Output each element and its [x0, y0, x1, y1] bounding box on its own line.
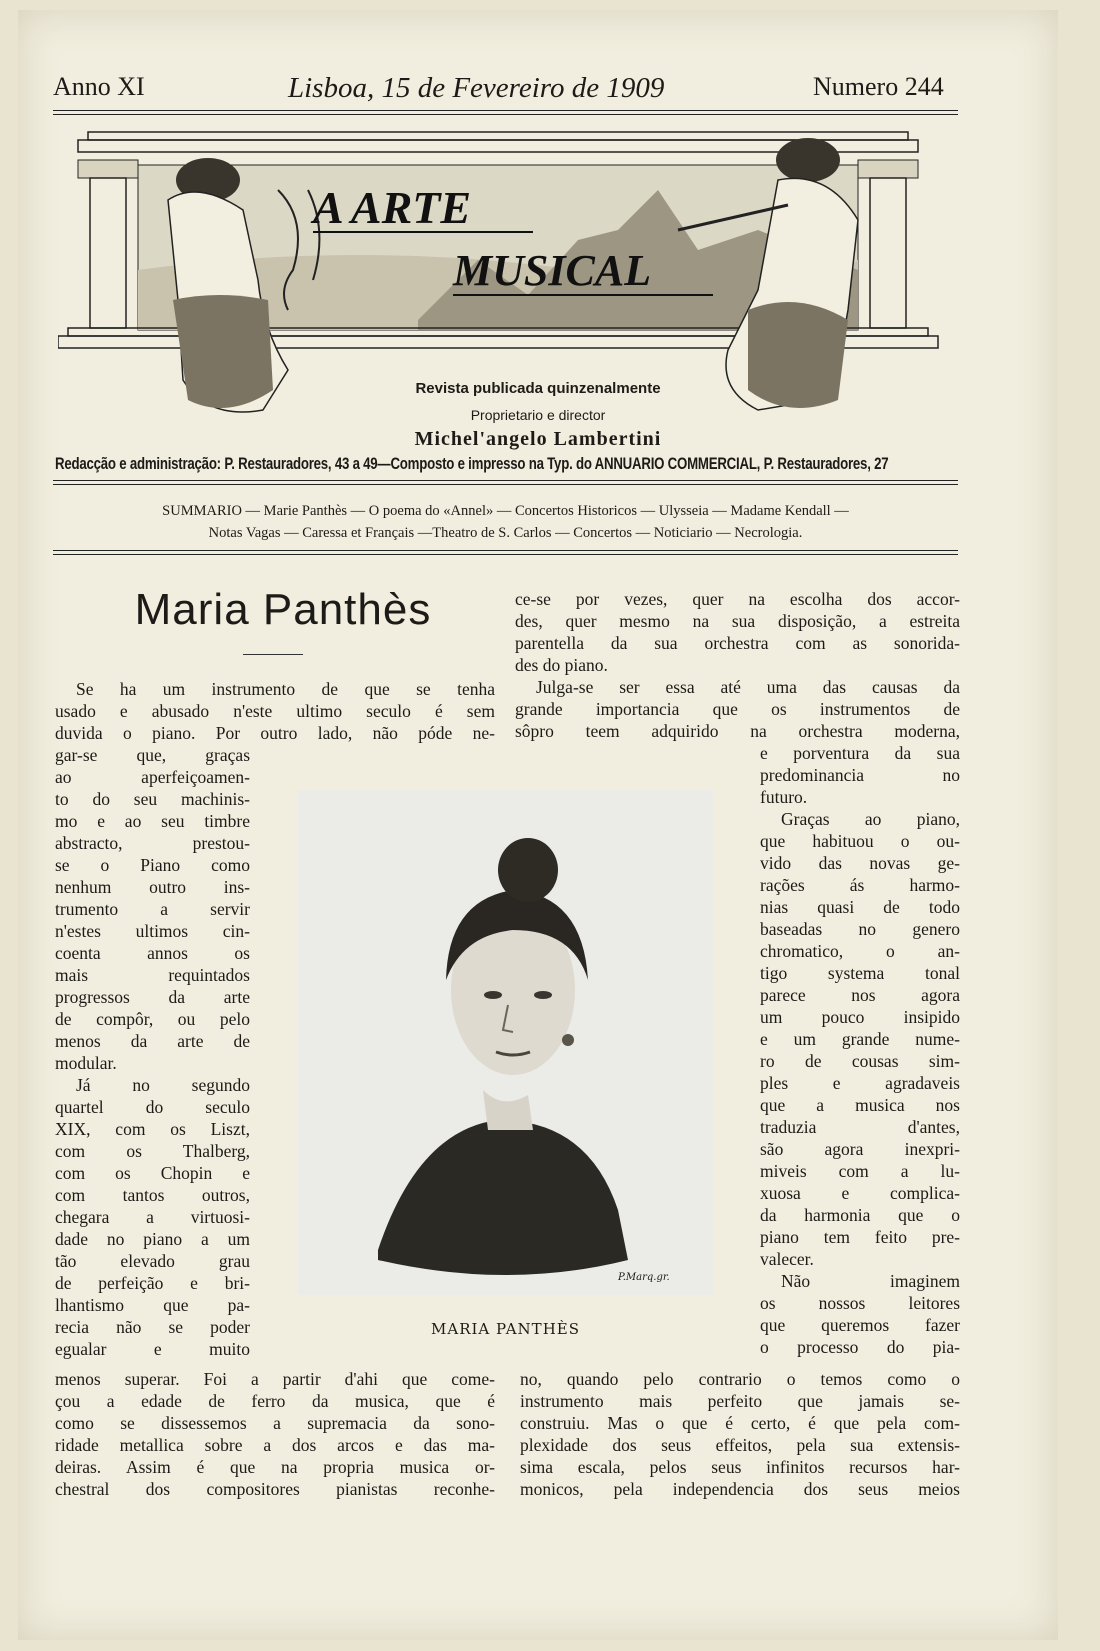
text-line: vido das novas ge-: [760, 853, 960, 873]
text-line: no, quando pelo contrario o temos como o: [520, 1369, 960, 1389]
text-line: traduzia d'antes,: [760, 1117, 960, 1137]
text-line: plexidade dos seus effeitos, pela sua extensis-: [520, 1435, 960, 1455]
text-line: menos da arte de: [55, 1031, 250, 1051]
text-line: predominancia no: [760, 765, 960, 785]
text-line: Graças ao piano,: [781, 809, 960, 829]
text-line: trumento a servir: [55, 899, 250, 919]
text-line: quartel do seculo: [55, 1097, 250, 1117]
text-line: de compôr, ou pelo: [55, 1009, 250, 1029]
text-line: ridade metallica sobre a dos arcos e das ma-: [55, 1435, 495, 1455]
left-column-top: [55, 678, 495, 744]
photo-signature: P.Marq.gr.: [618, 1272, 670, 1283]
text-line: se o Piano como: [55, 855, 250, 875]
text-line: rações ás harmo-: [760, 875, 960, 895]
text-line: os nossos leitores: [760, 1293, 960, 1313]
summary-line-2: Notas Vagas — Caressa et Français —Theatro de S. Carlos — Concertos — Noticiario — Necrologia.: [208, 525, 803, 541]
portrait-image: [298, 790, 713, 1295]
header-rule-2: [53, 114, 958, 115]
magazine-page: [18, 10, 1058, 1640]
text-line: piano tem feito pre-: [760, 1227, 960, 1247]
text-line: to do seu machinis-: [55, 789, 250, 809]
text-line: mo e ao seu timbre: [55, 811, 250, 831]
summary-line-1: SUMMARIO — Marie Panthès — O poema do «Annel» — Concertos Historicos — Ulysseia — Madame Kendall —: [162, 503, 849, 519]
text-line: ce-se por vezes, quer na escolha dos accor-: [515, 589, 960, 609]
text-line: que a musica nos: [760, 1095, 960, 1115]
text-line: parece nos agora: [760, 985, 960, 1005]
text-line: n'estes ultimos cin-: [55, 921, 250, 941]
director-name: Michel'angelo Lambertini: [414, 428, 662, 450]
text-line: ro de cousas sim-: [760, 1051, 960, 1071]
svg-text:A ARTE: A ARTE: [313, 182, 472, 233]
text-line: instrumento mais perfeito que jamais se-: [520, 1391, 960, 1411]
text-line: egualar e muito: [55, 1339, 250, 1359]
text-line: sôpro teem adquirido na orchestra moderna,: [515, 721, 960, 741]
text-line: Não imaginem: [781, 1271, 960, 1291]
text-line: que queremos fazer: [760, 1315, 960, 1335]
text-line: da harmonia que o: [760, 1205, 960, 1225]
issue-number: Numero 244: [813, 72, 944, 101]
text-line: miveis com a lu-: [760, 1161, 960, 1181]
text-line: de perfeição e bri-: [55, 1273, 250, 1293]
text-line: são agora inexpri-: [760, 1139, 960, 1159]
text-line: um pouco insipido: [760, 1007, 960, 1027]
text-line: xuosa e complica-: [760, 1183, 960, 1203]
text-line: mais requintados: [55, 965, 250, 985]
text-line: com os Chopin e: [55, 1163, 250, 1183]
text-line: deiras. Assim é que na propria musica or-: [55, 1457, 495, 1477]
right-column-narrow: [760, 742, 960, 1358]
text-line: com os Thalberg,: [55, 1141, 250, 1161]
summary-rule-top: [53, 480, 958, 481]
masthead-illustration: [58, 120, 958, 450]
right-column-bottom: [520, 1368, 960, 1500]
text-line: o processo do pia-: [760, 1337, 960, 1357]
text-line: usado e abusado n'este ultimo seculo é sem: [55, 701, 495, 721]
text-line: ples e agradaveis: [760, 1073, 960, 1093]
text-line: dade no piano a um: [55, 1229, 250, 1249]
text-line: des, quer mesmo na sua disposição, a estreita: [515, 611, 960, 631]
text-line: que habituou o ou-: [760, 831, 960, 851]
text-line: çou a edade de ferro da musica, que é: [55, 1391, 495, 1411]
text-line: construiu. Mas o que é certo, é que pela com-: [520, 1413, 960, 1433]
header-rule: [53, 110, 958, 111]
text-line: chestral dos compositores pianistas reconhe-: [55, 1479, 495, 1499]
text-line: com tantos outros,: [55, 1185, 250, 1205]
subtitle: Revista publicada quinzenalmente: [415, 380, 661, 397]
article-title: Maria Panthès: [134, 585, 432, 634]
text-line: e porventura da sua: [760, 743, 960, 763]
text-line: tigo systema tonal: [760, 963, 960, 983]
text-line: valecer.: [760, 1249, 814, 1269]
text-line: e um grande nume-: [760, 1029, 960, 1049]
photo-caption: MARIA PANTHÈS: [431, 1320, 580, 1338]
text-line: ao aperfeiçoamen-: [55, 767, 250, 787]
text-line: Se ha um instrumento de que se tenha: [76, 679, 495, 699]
summary-rule-bottom-2: [53, 554, 958, 555]
text-line: Julga-se ser essa até uma das causas da: [536, 677, 960, 697]
text-line: des do piano.: [515, 655, 608, 675]
text-line: XIX, com os Liszt,: [55, 1119, 250, 1139]
text-line: abstracto, prestou-: [55, 833, 250, 853]
text-line: nias quasi de todo: [760, 897, 960, 917]
text-line: menos superar. Foi a partir d'ahi que come-: [55, 1369, 495, 1389]
issue-year: Anno XI: [53, 72, 145, 101]
text-line: sima escala, pelos seus infinitos recursos har-: [520, 1457, 960, 1477]
summary-rule-bottom: [53, 550, 958, 551]
left-column-narrow: [55, 744, 250, 1360]
text-line: Já no segundo: [76, 1075, 250, 1095]
svg-text:MUSICAL: MUSICAL: [453, 246, 652, 295]
right-column-top: [515, 588, 960, 742]
text-line: modular.: [55, 1053, 117, 1073]
text-line: lhantismo que pa-: [55, 1295, 250, 1315]
text-line: recia não se poder: [55, 1317, 250, 1337]
text-line: chegara a virtuosi-: [55, 1207, 250, 1227]
summary-rule-top-2: [53, 484, 958, 485]
text-line: futuro.: [760, 787, 808, 807]
text-line: progressos da arte: [55, 987, 250, 1007]
text-line: grande importancia que os instrumentos de: [515, 699, 960, 719]
text-line: coenta annos os: [55, 943, 250, 963]
title-rule: [243, 654, 303, 655]
text-line: gar-se que, graças: [55, 745, 250, 765]
text-line: como se dissessemos a supremacia da sono-: [55, 1413, 495, 1433]
role-line: Proprietario e director: [470, 407, 606, 423]
summary: [53, 500, 958, 544]
left-column-bottom: [55, 1368, 495, 1500]
text-line: baseadas no genero: [760, 919, 960, 939]
dateline: Lisboa, 15 de Fevereiro de 1909: [288, 72, 665, 104]
text-line: nenhum outro ins-: [55, 877, 250, 897]
text-line: monicos, pela independencia dos seus meios: [520, 1479, 960, 1499]
portrait-photo: [298, 790, 713, 1295]
text-line: duvida o piano. Por outro lado, não póde ne-: [55, 723, 495, 743]
text-line: chromatico, o an-: [760, 941, 960, 961]
text-line: tão elevado grau: [55, 1251, 250, 1271]
text-line: parentella da sua orchestra com as sonorida-: [515, 633, 960, 653]
address-line: Redacção e administração: P. Restauradores, 43 a 49—Composto e impresso na Typ. do ANNUARIO COMMERCIAL, P. Restauradores, 27: [55, 454, 889, 473]
